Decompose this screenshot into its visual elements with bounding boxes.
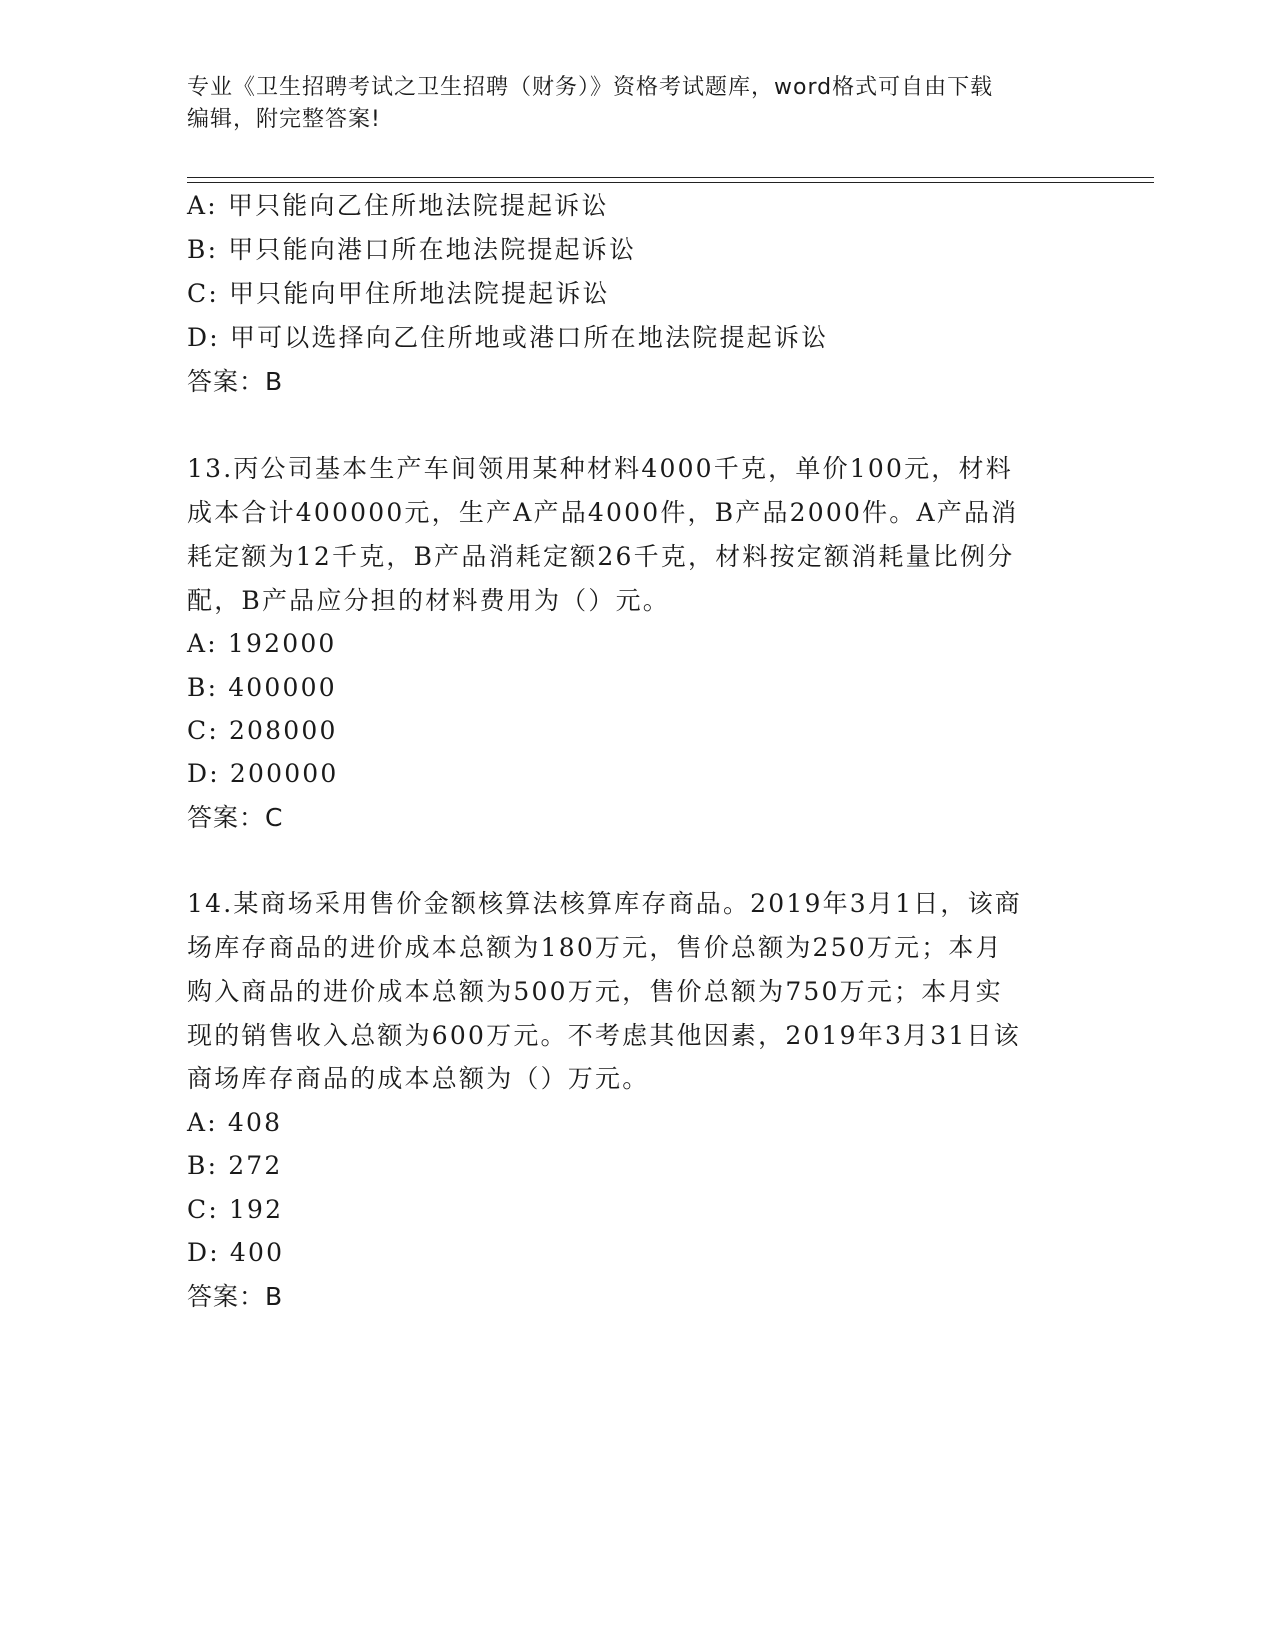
option-text: 甲只能向乙住所地法院提起诉讼	[227, 191, 609, 220]
header-divider-top	[187, 177, 1154, 178]
option-text: 400	[229, 1238, 285, 1267]
q13-question-line-1: 13.丙公司基本生产车间领用某种材料4000千克，单价100元，材料	[187, 454, 1013, 483]
header-divider-bottom	[187, 182, 1154, 183]
option-prefix: A:	[187, 629, 218, 658]
document-header	[187, 72, 1067, 136]
option-prefix: C:	[187, 716, 219, 745]
q14-option-d	[187, 1237, 284, 1269]
q13-option-a	[187, 628, 337, 660]
q12-answer: 答案：B	[187, 367, 284, 396]
option-text: 272	[228, 1151, 283, 1180]
q14-question-line-5: 商场库存商品的成本总额为（）万元。	[187, 1064, 650, 1093]
option-text: 甲可以选择向乙住所地或港口所在地法院提起诉讼	[229, 323, 829, 352]
option-text: 400000	[228, 673, 337, 702]
option-text: 408	[227, 1108, 283, 1137]
option-prefix: D:	[187, 323, 220, 352]
q14-option-a	[187, 1107, 282, 1139]
option-prefix: B:	[187, 1151, 219, 1180]
option-prefix: A:	[187, 191, 218, 220]
option-prefix: A:	[187, 1108, 218, 1137]
option-prefix: B:	[187, 235, 219, 264]
option-prefix: C:	[187, 279, 219, 308]
q13-option-d	[187, 758, 339, 790]
q14-question-line-4: 现的销售收入总额为600万元。不考虑其他因素，2019年3月31日该	[187, 1021, 1021, 1050]
q13-question-line-4: 配，B产品应分担的材料费用为（）元。	[187, 586, 670, 615]
q14-option-c	[187, 1194, 283, 1226]
option-text: 192	[228, 1195, 284, 1224]
option-prefix: D:	[187, 759, 220, 788]
option-prefix: B:	[187, 673, 219, 702]
q13-question-line-3: 耗定额为12千克，B产品消耗定额26千克，材料按定额消耗量比例分	[187, 542, 1015, 571]
option-text: 甲只能向港口所在地法院提起诉讼	[228, 235, 637, 264]
q12-option-b	[187, 234, 636, 266]
q13-option-b	[187, 672, 337, 704]
q12-option-c	[187, 278, 610, 310]
q14-option-b	[187, 1150, 283, 1182]
option-text: 200000	[229, 759, 339, 788]
header-line-2: 编辑，附完整答案!	[187, 107, 381, 132]
q12-option-d	[187, 322, 828, 354]
header-line-1: 专业《卫生招聘考试之卫生招聘（财务）》资格考试题库，word格式可自由下载	[187, 75, 994, 100]
option-text: 甲只能向甲住所地法院提起诉讼	[228, 279, 610, 308]
option-text: 192000	[227, 629, 337, 658]
q14-answer: 答案：B	[187, 1282, 284, 1311]
q13-option-c	[187, 715, 338, 747]
option-prefix: D:	[187, 1238, 220, 1267]
option-prefix: C:	[187, 1195, 219, 1224]
q12-option-a	[187, 190, 609, 222]
option-text: 208000	[228, 716, 338, 745]
q13-answer: 答案：C	[187, 803, 284, 832]
q14-question-line-1: 14.某商场采用售价金额核算法核算库存商品。2019年3月1日，该商	[187, 889, 1022, 918]
q14-question-line-2: 场库存商品的进价成本总额为180万元，售价总额为250万元；本月	[187, 933, 1003, 962]
q14-question-line-3: 购入商品的进价成本总额为500万元，售价总额为750万元；本月实	[187, 977, 1003, 1006]
q13-question-line-2: 成本合计400000元，生产A产品4000件，B产品2000件。A产品消	[187, 498, 1019, 527]
